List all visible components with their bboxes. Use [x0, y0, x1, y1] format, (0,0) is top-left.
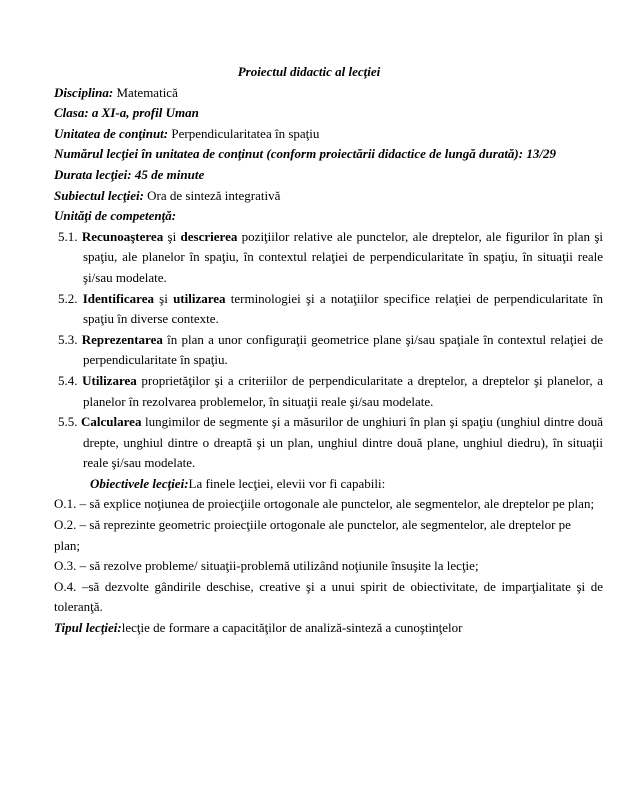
objective-o2: [54, 515, 603, 556]
text-run: Disciplina:: [54, 84, 117, 100]
text-run: proprietăţilor şi a criteriilor de perpendicularitate a dreptelor, a dreptelor şi planelor, a planelor în rezolvarea problemelor, în situaţii reale şi/sau modelate.: [83, 372, 603, 409]
text-run: Utilizarea: [82, 372, 137, 388]
text-run: Reprezentarea: [81, 331, 163, 347]
objective-o3: [54, 556, 603, 577]
competence-5-1: [54, 227, 603, 289]
text-run: Unitatea de conţinut:: [54, 125, 172, 141]
text-run: Perpendicularitatea în spaţiu: [171, 125, 320, 141]
field-durata-lectiei: [54, 165, 603, 186]
field-numarul-lectiei: [54, 144, 603, 165]
heading-obiectivele-lectiei: [54, 474, 603, 495]
text-run: 5.1.: [58, 228, 82, 244]
document-title: Proiectul didactic al lecţiei: [237, 64, 381, 79]
text-run: 5.4.: [58, 372, 83, 388]
text-run: Identificarea: [82, 290, 154, 306]
text-run: descrierea: [180, 228, 238, 244]
text-run: 5.5.: [58, 414, 82, 430]
objective-o4: [54, 577, 603, 618]
text-run: Matematică: [116, 84, 178, 100]
text-run: Subiectul lecţiei:: [54, 187, 148, 203]
text-run: Clasa: a XI-a, profil Uman: [54, 105, 199, 121]
text-run: şi: [153, 290, 174, 306]
field-unitatea-de-continut: [54, 124, 603, 145]
text-run: Tipul lecţiei:: [54, 620, 122, 636]
text-run: Numărul lecţiei în unitatea de conţinut (conform proiectării didactice de lungă durată): 13/29: [54, 146, 556, 162]
text-run: în plan a unor configuraţii geometrice plane şi/sau spaţiale în contextul relaţiei de perpendicularitate în spaţiu.: [83, 331, 604, 368]
text-run: terminologiei şi a notaţiilor specifice relaţiei de perpendicularitate în spaţiu în diverse contexte.: [83, 290, 604, 327]
heading-unitati-de-competenta: [54, 206, 603, 227]
text-run: O.3. – să rezolve probleme/ situaţii-problemă utilizând noţiunile însuşite la lecţie;: [54, 558, 479, 574]
objective-o1: [54, 494, 603, 515]
text-run: 5.2.: [58, 290, 83, 306]
text-run: lecţie de formare a capacităţilor de analiză-sinteză a cunoştinţelor: [121, 620, 463, 636]
text-run: 5.3.: [58, 331, 82, 347]
text-run: Ora de sinteză integrativă: [147, 187, 281, 203]
competence-5-3: [54, 330, 603, 371]
text-run: La finele lecţiei, elevii vor fi capabili:: [188, 475, 386, 491]
text-run: Recunoaşterea: [81, 228, 164, 244]
text-run: poziţiilor relative ale punctelor, ale dreptelor, ale figurilor în plan şi spaţiu, ale planelor în spaţiu, în contextul relaţiei de perpendicularitate în spaţiu, în situaţii reale şi/sau modelate.: [83, 228, 604, 285]
text-run: utilizarea: [173, 290, 226, 306]
field-tipul-lectiei: [54, 618, 603, 639]
text-run: lungimilor de segmente şi a măsurilor de unghiuri în plan şi spaţiu (unghiul dintre două drepte, unghiul dintre o dreaptă şi un plan, unghiul dintre două plane, unghiul diedru), în situaţii reale şi/sau modelate.: [83, 414, 604, 471]
text-run: Durata lecţiei: 45 de minute: [54, 166, 205, 182]
text-run: şi: [163, 228, 181, 244]
field-subiectul-lectiei: [54, 186, 603, 207]
competence-5-2: [54, 289, 603, 330]
text-run: Obiectivele lecţiei:: [90, 475, 189, 491]
text-run: Unităţi de competenţă:: [54, 208, 177, 224]
field-disciplina: [54, 83, 603, 104]
text-run: plan;: [54, 537, 80, 553]
document-paragraphs: [54, 83, 603, 639]
text-run: Calcularea: [81, 414, 142, 430]
field-clasa: [54, 103, 603, 124]
text-run: O.1. – să explice noţiunea de proiecţiile ortogonale ale punctelor, ale segmentelor, ale dreptelor pe plan;: [54, 496, 595, 512]
competence-5-4: [54, 371, 603, 412]
competence-5-5: [54, 412, 603, 474]
text-run: O.2. – să reprezinte geometric proiecţiile ortogonale ale punctelor, ale segmentelor, ale dreptelor pe: [54, 517, 571, 533]
text-run: O.4. –să dezvolte gândirile deschise, creative şi a unui spirit de obiectivitate, de imparţialitate şi de toleranţă.: [54, 578, 603, 615]
